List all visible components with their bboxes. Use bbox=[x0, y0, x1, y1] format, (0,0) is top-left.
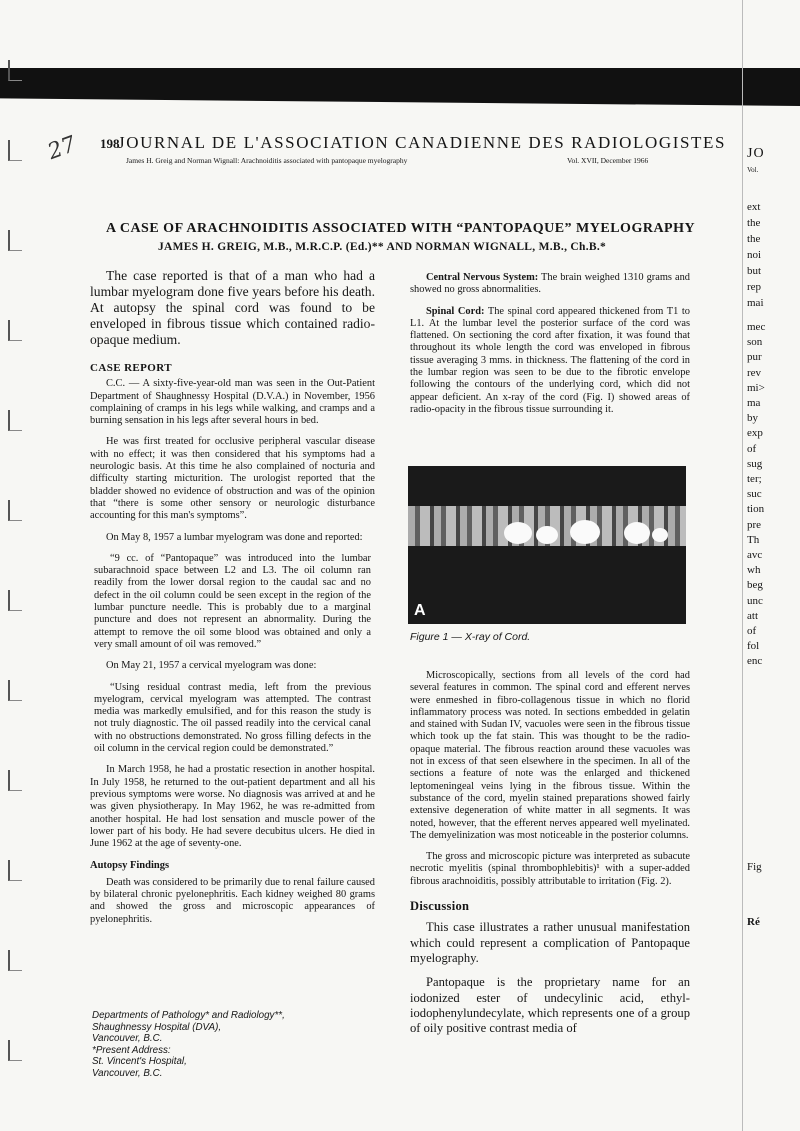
running-head: James H. Greig and Norman Wignall: Arachnoiditis associated with pantopaque myelography bbox=[126, 156, 408, 165]
radio-opaque-spot bbox=[570, 520, 600, 544]
paragraph: This case illustrates a rather unusual manifestation which could represent a complication of Pantopaque myelography. bbox=[410, 920, 690, 965]
adjacent-word-fragment: the bbox=[747, 217, 761, 229]
footnote-line: Departments of Pathology* and Radiology**, bbox=[92, 1010, 285, 1021]
paragraph: On May 21, 1957 a cervical myelogram was done: bbox=[106, 660, 317, 672]
abstract: The case reported is that of a man who had a lumbar myelogram done five years before his death. At autopsy the spinal cord was found to be enveloped in fibrous tissue which contained radio-opaque medium. bbox=[90, 268, 375, 347]
adjacent-word-fragment: wh bbox=[747, 564, 761, 577]
adjacent-word-fragment: mai bbox=[747, 297, 764, 309]
affiliation-footnote bbox=[92, 1010, 362, 1080]
adjacent-word-fragment: avc bbox=[747, 549, 763, 561]
autopsy-heading: Autopsy Findings bbox=[90, 860, 170, 872]
adjacent-fig-fragment: Fig bbox=[747, 861, 762, 873]
radio-opaque-spot bbox=[624, 522, 650, 544]
cns-label: Central Nervous System: bbox=[426, 272, 539, 283]
footnote-line: Vancouver, B.C. bbox=[92, 1033, 163, 1045]
adjacent-word-fragment: mi> bbox=[747, 381, 765, 394]
margin-mark bbox=[8, 60, 22, 81]
margin-mark bbox=[8, 1040, 22, 1061]
paragraph: Microscopically, sections from all levels of the cord had several features in common. The spinal cord and efferent nerves were enmeshed in fibro-collagenous tissue in which no florid inflammatory process was noted. In sections embedded in gelatin and stained with Sudan IV, vacuoles were seen in the fibrous tissue which took up the fat stain. This was thought to be the radio-opaque material. The fibrous reaction around these vacuoles was not in excess of that seen elsewhere in the specimen. In all of the sections a feature of note was the enlarged and thickened leptomeningeal veins lying in the fibrous tissue. Within the substance of the cord, myelin stained preparations showed fairly extensive degeneration of white matter in all segments. It was noted, however, that the efferent nerves appeared well myelinated. The demyelinization was most noticeable in the posterior columns. bbox=[410, 670, 690, 841]
paragraph: The gross and microscopic picture was interpreted as subacute necrotic myelitis (spinal thrombophlebitis)¹ with a super-added fibrous arachnoiditis, possibly attributable to irritation (Fig. 2). bbox=[410, 851, 690, 887]
article-title: A CASE OF ARACHNOIDITIS ASSOCIATED WITH “PANTOPAQUE” MYELOGRAPHY bbox=[106, 221, 696, 236]
right-column-top bbox=[410, 272, 690, 425]
quotation: “Using residual contrast media, left from the previous myelogram, cervical myelogram was attempted. The contrast media was markedly emulsified, and for this reason the study is not truly diagnostic. The oil passed readily into the cervical canal with no obstructions demonstrated. No gross filling defects in the oil column in the cervical region could be demonstrated.” bbox=[94, 681, 371, 755]
volume-info: Vol. XVII, December 1966 bbox=[567, 156, 649, 165]
spinal-cord-label: Spinal Cord: bbox=[426, 305, 485, 317]
margin-mark bbox=[8, 230, 22, 251]
margin-mark bbox=[8, 410, 22, 431]
adjacent-word-fragment: Th bbox=[747, 533, 760, 546]
binding-margin bbox=[0, 0, 40, 1131]
right-column-bottom bbox=[410, 670, 690, 1045]
margin-mark bbox=[8, 860, 22, 881]
adjacent-word-fragment: att bbox=[747, 609, 758, 622]
adjacent-word-fragment: beg bbox=[747, 579, 763, 592]
adjacent-word-fragment: ter; bbox=[747, 473, 762, 485]
radio-opaque-spot bbox=[504, 522, 532, 544]
adjacent-re-fragment: Ré bbox=[747, 916, 760, 928]
quotation: “9 cc. of “Pantopaque” was introduced into the lumbar subarachnoid space between L2 and L3. The oil column ran readily from the lower dorsal region to the caudal sac and no defect in the oil column could be seen except in the region of the lumbar puncture needle. This is probably due to a marginal puncture and does not represent an abnormality. During the attempt to remove the oil some blood was obtained and only a very small amount of oil was removed.” bbox=[94, 552, 371, 650]
footnote-line: Vancouver, B.C. bbox=[92, 1067, 163, 1079]
paragraph: C.C. — A sixty-five-year-old man was seen in the Out-Patient Department of Shaughnessy Hospital (D.V.A.) in November, 1956 complaining of cramps in his legs while walking, and cramps and a burning sensation in his legs after several hours in bed. bbox=[90, 378, 375, 427]
handwritten-page-mark: 27 bbox=[44, 131, 80, 166]
radio-opaque-spot bbox=[536, 526, 558, 544]
adjacent-word-fragment: the bbox=[747, 233, 761, 245]
adjacent-word-fragment: sug bbox=[747, 457, 763, 470]
case-report-heading: CASE REPORT bbox=[90, 362, 172, 374]
figure-caption: Figure 1 — X-ray of Cord. bbox=[410, 631, 531, 643]
margin-mark bbox=[8, 770, 22, 791]
adjacent-word-fragment: of bbox=[747, 625, 757, 637]
adjacent-word-fragment: ext bbox=[747, 201, 761, 213]
paragraph: Death was considered to be primarily due to renal failure caused by bilateral chronic pyelonephritis. Each kidney weighed 80 grams and showed the gross and microscopic appearances of pyelonephritis. bbox=[90, 876, 375, 925]
adjacent-word-fragment: tion bbox=[747, 503, 765, 516]
adjacent-word-fragment: noi bbox=[747, 249, 762, 261]
adjacent-page-edge bbox=[742, 0, 800, 1131]
radio-opaque-spot bbox=[652, 528, 668, 542]
page-number: 198 bbox=[100, 136, 120, 151]
footnote-line: Shaughnessy Hospital (DVA), bbox=[92, 1021, 222, 1033]
figure-panel-letter: A bbox=[414, 602, 426, 619]
paragraph: In March 1958, he had a prostatic resection in another hospital. In July 1958, he returned to the out-patient department and all his previous symptoms were worse. No diagnosis was arrived at and he was given physiotherapy. In May 1962, he was re-admitted from another hospital. He had lost sensation and muscle power of the lower part of his body. He had severe decubitus ulcers. He died in June 1962 at the age of seventy-one. bbox=[90, 764, 375, 850]
footnote-line: St. Vincent's Hospital, bbox=[92, 1056, 187, 1068]
adjacent-word-fragment: ma bbox=[747, 397, 761, 409]
adjacent-word-fragment: but bbox=[747, 265, 762, 277]
adjacent-word-fragment: mec bbox=[747, 321, 766, 333]
paragraph bbox=[410, 306, 690, 417]
cns-text: The brain weighed 1310 grams and showed no gross abnormalities. bbox=[410, 272, 690, 296]
paragraph bbox=[410, 272, 690, 297]
margin-mark bbox=[8, 500, 22, 521]
paragraph: He was first treated for occlusive peripheral vascular disease with no effect; it was then considered that his symptoms had a neurologic basis. At this time he also complained of nocturia and difficulty starting micturition. The urologist reported that the bladder showed no evidence of obstruction and was of the opinion that “there is some other sensory or neurologic disturbance accounting for this man's symptoms”. bbox=[90, 436, 375, 522]
adjacent-word-fragment: pre bbox=[747, 518, 762, 531]
adjacent-word-fragment: unc bbox=[747, 594, 763, 607]
adjacent-word-fragment: pur bbox=[747, 351, 762, 364]
spinal-cord-text: The spinal cord appeared thickened from T1 to L1. At the lumbar level the posterior surface of the cord was flattened. On sectioning the cord after fixation, it was found that throughout its whole length the cord was enveloped in fibrous tissue averaging 3 mms. in thickness. The flattening of the cord in the lumbar region was seen to be due to the fibrotic envelope following the contours of the underlying cord, which did not appear deficient. An x-ray of the cord (Fig. I) showed areas of radio-opacity in the fibrous tissue surrounding it. bbox=[410, 305, 691, 415]
margin-mark bbox=[8, 680, 22, 701]
adjacent-word-fragment: fol bbox=[747, 640, 760, 653]
article-authors: JAMES H. GREIG, M.B., M.R.C.P. (Ed.)** AND NORMAN WIGNALL, M.B., Ch.B.* bbox=[158, 241, 607, 253]
footnote-line: *Present Address: bbox=[92, 1044, 171, 1056]
adjacent-word-fragment: son bbox=[747, 336, 763, 349]
journal-title: JOURNAL DE L'ASSOCIATION CANADIENNE DES RADIOLOGISTES bbox=[118, 133, 727, 152]
margin-mark bbox=[8, 140, 22, 161]
margin-mark bbox=[8, 320, 22, 341]
adjacent-word-fragment: suc bbox=[747, 488, 762, 501]
left-column bbox=[90, 268, 375, 935]
adjacent-page-volume: Vol. bbox=[747, 166, 759, 174]
margin-mark bbox=[8, 950, 22, 971]
scan-dark-band bbox=[0, 68, 800, 106]
discussion-heading: Discussion bbox=[410, 899, 470, 914]
paragraph: On May 8, 1957 a lumbar myelogram was done and reported: bbox=[106, 531, 363, 543]
adjacent-page-header: JO bbox=[747, 146, 765, 161]
paragraph: Pantopaque is the proprietary name for an iodonized ester of undecylinic acid, ethyl-iodophenylundecylate, which represents one of a group of oily positive contrast media of bbox=[410, 975, 690, 1036]
margin-mark bbox=[8, 590, 22, 611]
adjacent-word-fragment: enc bbox=[747, 655, 763, 668]
adjacent-word-fragment: rev bbox=[747, 366, 762, 379]
adjacent-word-fragment: by bbox=[747, 412, 758, 425]
adjacent-word-fragment: exp bbox=[747, 427, 763, 440]
adjacent-word-fragment: of bbox=[747, 442, 757, 455]
figure-1-xray bbox=[408, 466, 686, 624]
adjacent-word-fragment: rep bbox=[747, 281, 762, 293]
